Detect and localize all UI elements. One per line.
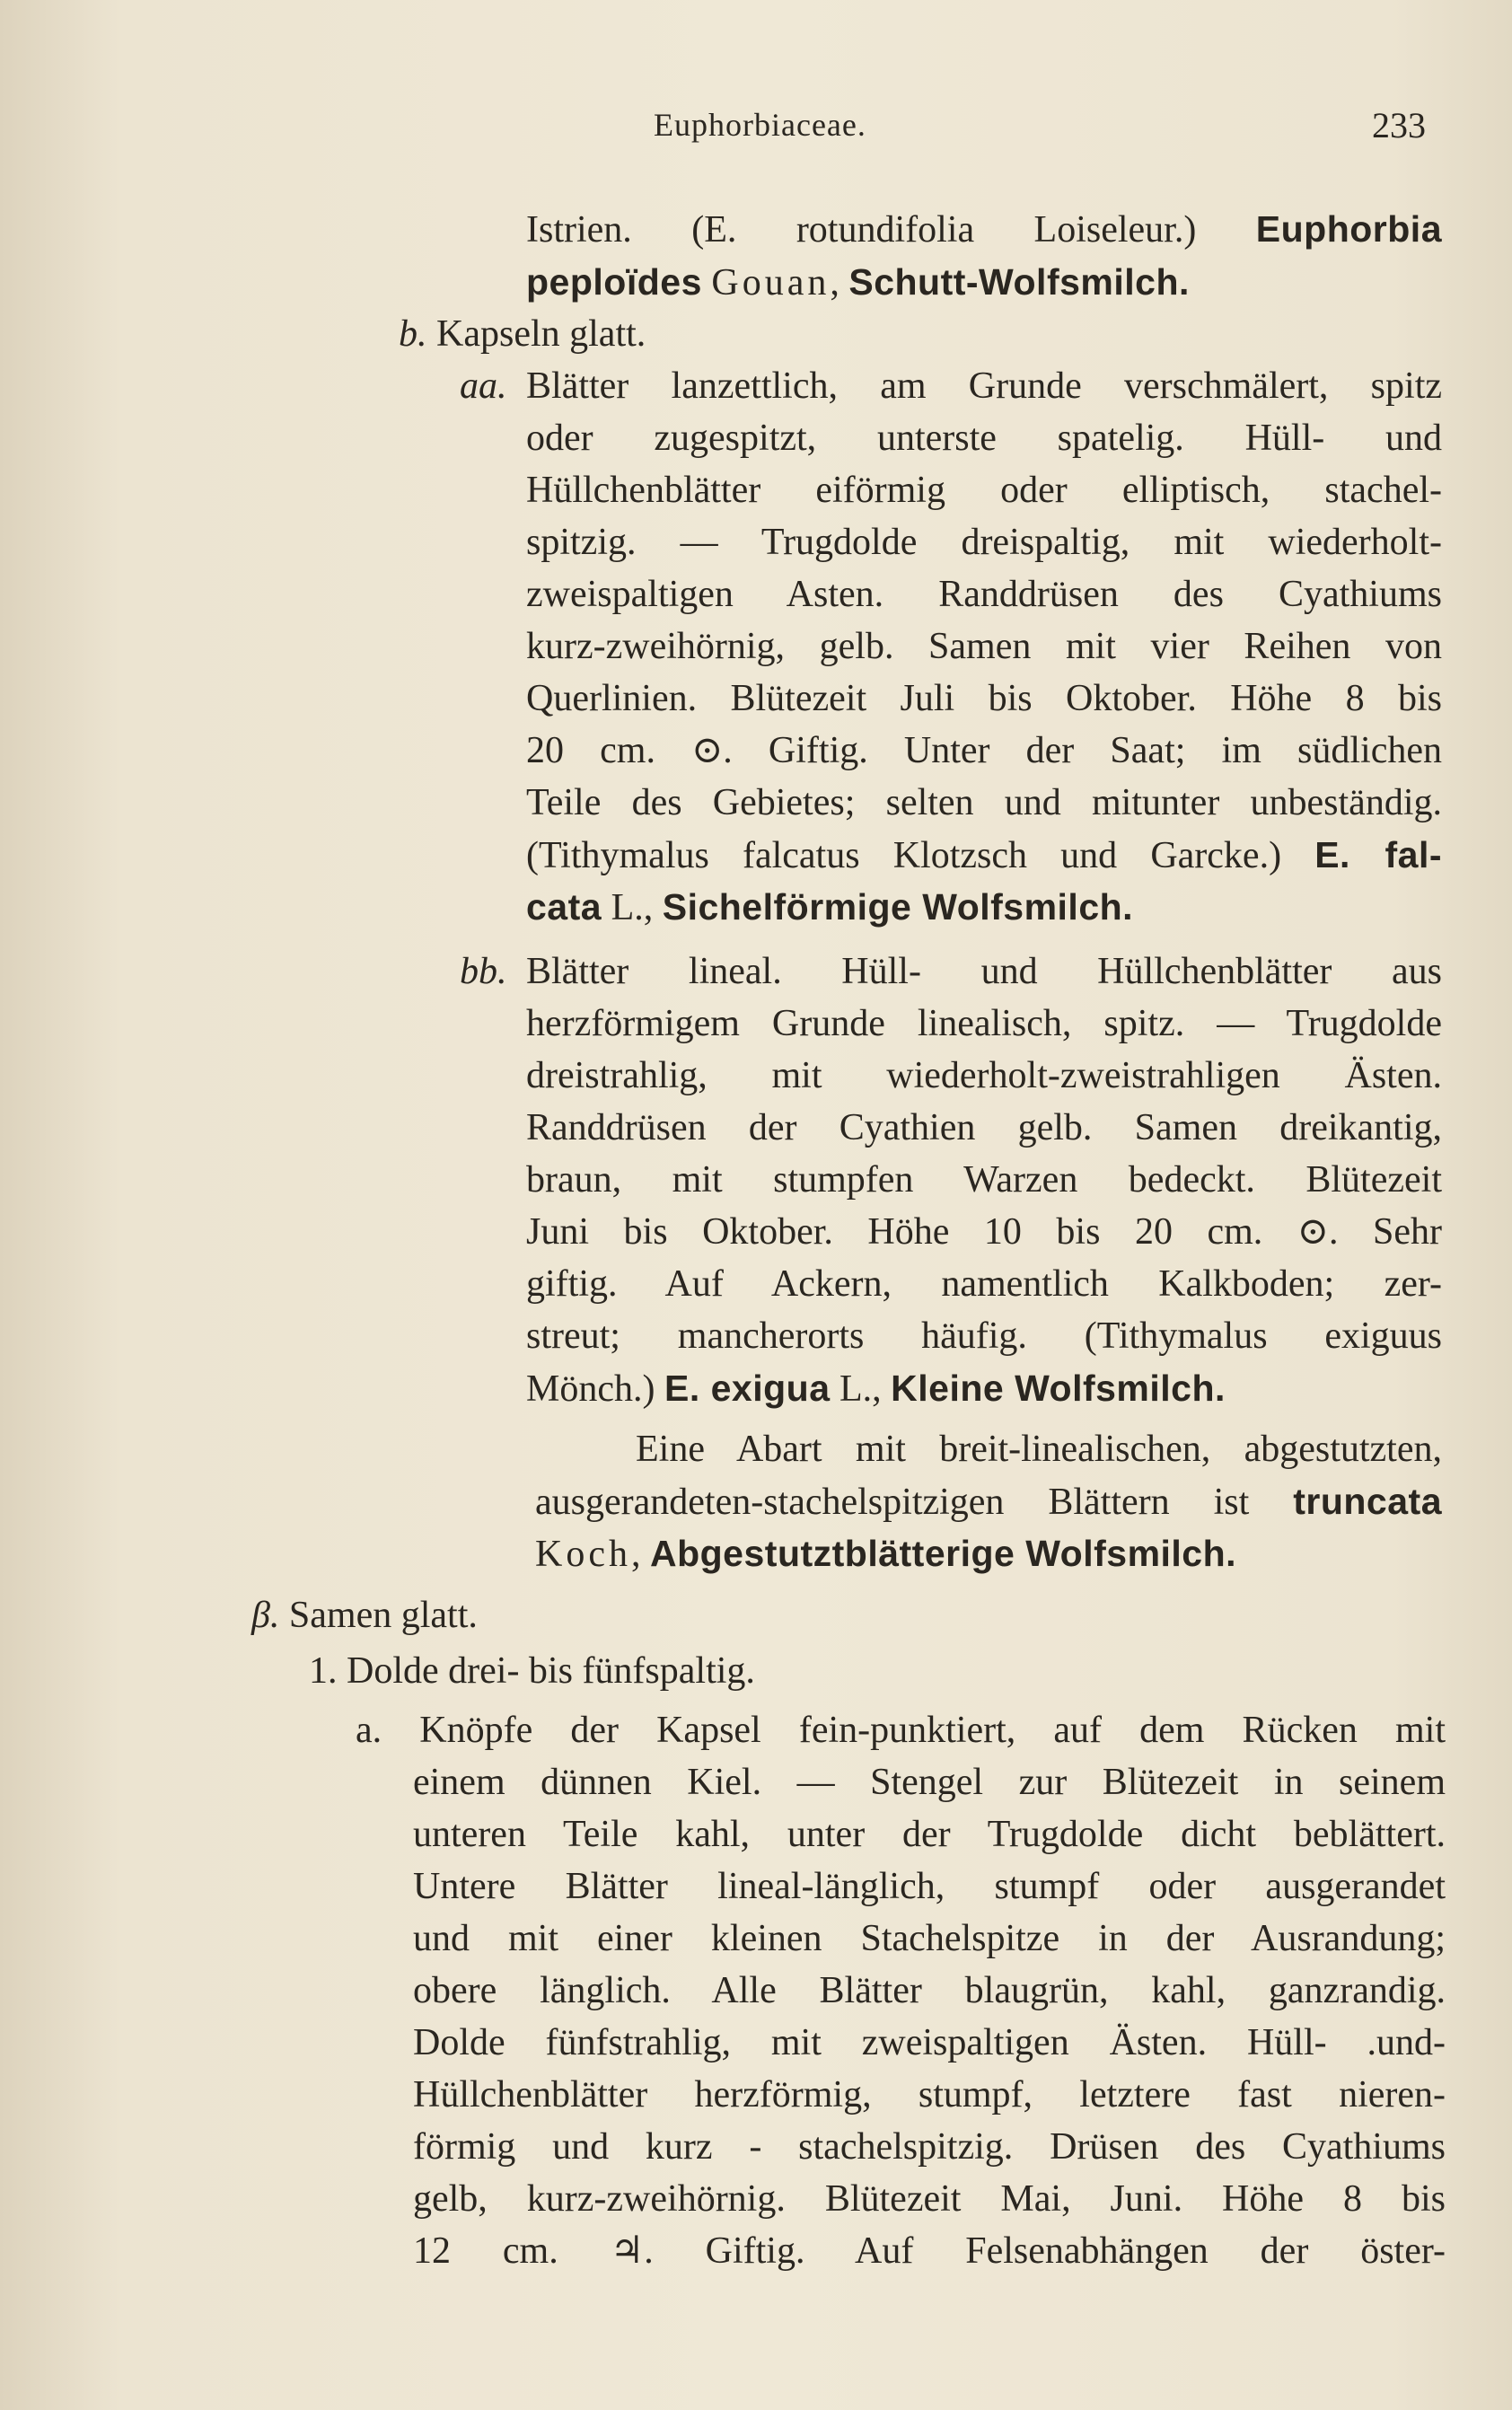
text-line: peploïdes Gouan, Schutt-Wolfsmilch. bbox=[526, 261, 1190, 303]
text-line: Juni bis Oktober. Höhe 10 bis 20 cm. ⊙. Sehr bbox=[526, 1211, 1442, 1253]
text-line: Eine Abart mit breit-linealischen, abgestutzten, bbox=[636, 1429, 1442, 1470]
text-line: einem dünnen Kiel. — Stengel zur Blütezeit in seinem bbox=[413, 1762, 1446, 1803]
text-line: spitzig. — Trugdolde dreispaltig, mit wiederholt- bbox=[526, 522, 1442, 563]
text-line: giftig. Auf Ackern, namentlich Kalkboden; zer- bbox=[526, 1263, 1442, 1305]
text-line: Querlinien. Blütezeit Juli bis Oktober. Höhe 8 bis bbox=[526, 678, 1442, 719]
text-line: und mit einer kleinen Stachelspitze in der Ausrandung; bbox=[413, 1918, 1446, 1959]
text-line: Koch, Abgestutztblätterige Wolfsmilch. bbox=[535, 1533, 1237, 1575]
text-line: Hüllchenblätter herzförmig, stumpf, letztere fast nieren- bbox=[413, 2074, 1446, 2115]
text-line: Mönch.) E. exigua L., Kleine Wolfsmilch. bbox=[526, 1368, 1226, 1410]
text-line: Dolde fünfstrahlig, mit zweispaltigen Ästen. Hüll- .und- bbox=[413, 2022, 1446, 2063]
text-line: förmig und kurz - stachelspitzig. Drüsen des Cyathiums bbox=[413, 2126, 1446, 2168]
page-header bbox=[0, 106, 1512, 151]
text-line: 1. Dolde drei- bis fünfspaltig. bbox=[309, 1650, 755, 1692]
text-line: zweispaltigen Asten. Randdrüsen des Cyathiums bbox=[526, 574, 1442, 615]
text-line: bb. Blätter lineal. Hüll- und Hüllchenblätter aus bbox=[460, 951, 1442, 992]
text-line: 20 cm. ⊙. Giftig. Unter der Saat; im südlichen bbox=[526, 730, 1442, 771]
running-title: Euphorbiaceae. bbox=[654, 107, 866, 143]
text-line: a. Knöpfe der Kapsel fein-punktiert, auf dem Rücken mit bbox=[356, 1710, 1446, 1751]
text-line: Randdrüsen der Cyathien gelb. Samen dreikantig, bbox=[526, 1107, 1442, 1148]
text-line: Istrien. (E. rotundifolia Loiseleur.) Euphorbia bbox=[526, 208, 1442, 251]
text-line: Untere Blätter lineal-länglich, stumpf oder ausgerandet bbox=[413, 1866, 1446, 1907]
text-line: braun, mit stumpfen Warzen bedeckt. Blütezeit bbox=[526, 1159, 1442, 1201]
text-line: β. Samen glatt. bbox=[251, 1595, 478, 1636]
text-line: cata L., Sichelförmige Wolfsmilch. bbox=[526, 886, 1134, 928]
page-number: 233 bbox=[1372, 105, 1426, 145]
text-line: herzförmigem Grunde linealisch, spitz. — Trugdolde bbox=[526, 1003, 1442, 1044]
text-line: dreistrahlig, mit wiederholt-zweistrahligen Ästen. bbox=[526, 1055, 1442, 1096]
text-line: gelb, kurz-zweihörnig. Blütezeit Mai, Juni. Höhe 8 bis bbox=[413, 2178, 1446, 2220]
text-line: oder zugespitzt, unterste spatelig. Hüll- und bbox=[526, 418, 1442, 459]
text-line: unteren Teile kahl, unter der Trugdolde dicht beblättert. bbox=[413, 1814, 1446, 1855]
text-line: aa. Blätter lanzettlich, am Grunde verschmälert, spitz bbox=[460, 365, 1442, 407]
text-line: (Tithymalus falcatus Klotzsch und Garcke.) E. fal- bbox=[526, 834, 1442, 876]
text-line: b. Kapseln glatt. bbox=[399, 313, 646, 355]
text-line: obere länglich. Alle Blätter blaugrün, kahl, ganzrandig. bbox=[413, 1970, 1446, 2011]
text-line: Hüllchenblätter eiförmig oder elliptisch, stachel- bbox=[526, 470, 1442, 511]
text-line: Teile des Gebietes; selten und mitunter unbeständig. bbox=[526, 782, 1442, 823]
text-line: kurz-zweihörnig, gelb. Samen mit vier Reihen von bbox=[526, 626, 1442, 667]
text-line: ausgerandeten-stachelspitzigen Blättern ist truncata bbox=[535, 1481, 1442, 1523]
text-line: streut; mancherorts häufig. (Tithymalus exiguus bbox=[526, 1315, 1442, 1357]
text-line: 12 cm. ♃. Giftig. Auf Felsenabhängen der öster- bbox=[413, 2230, 1446, 2272]
